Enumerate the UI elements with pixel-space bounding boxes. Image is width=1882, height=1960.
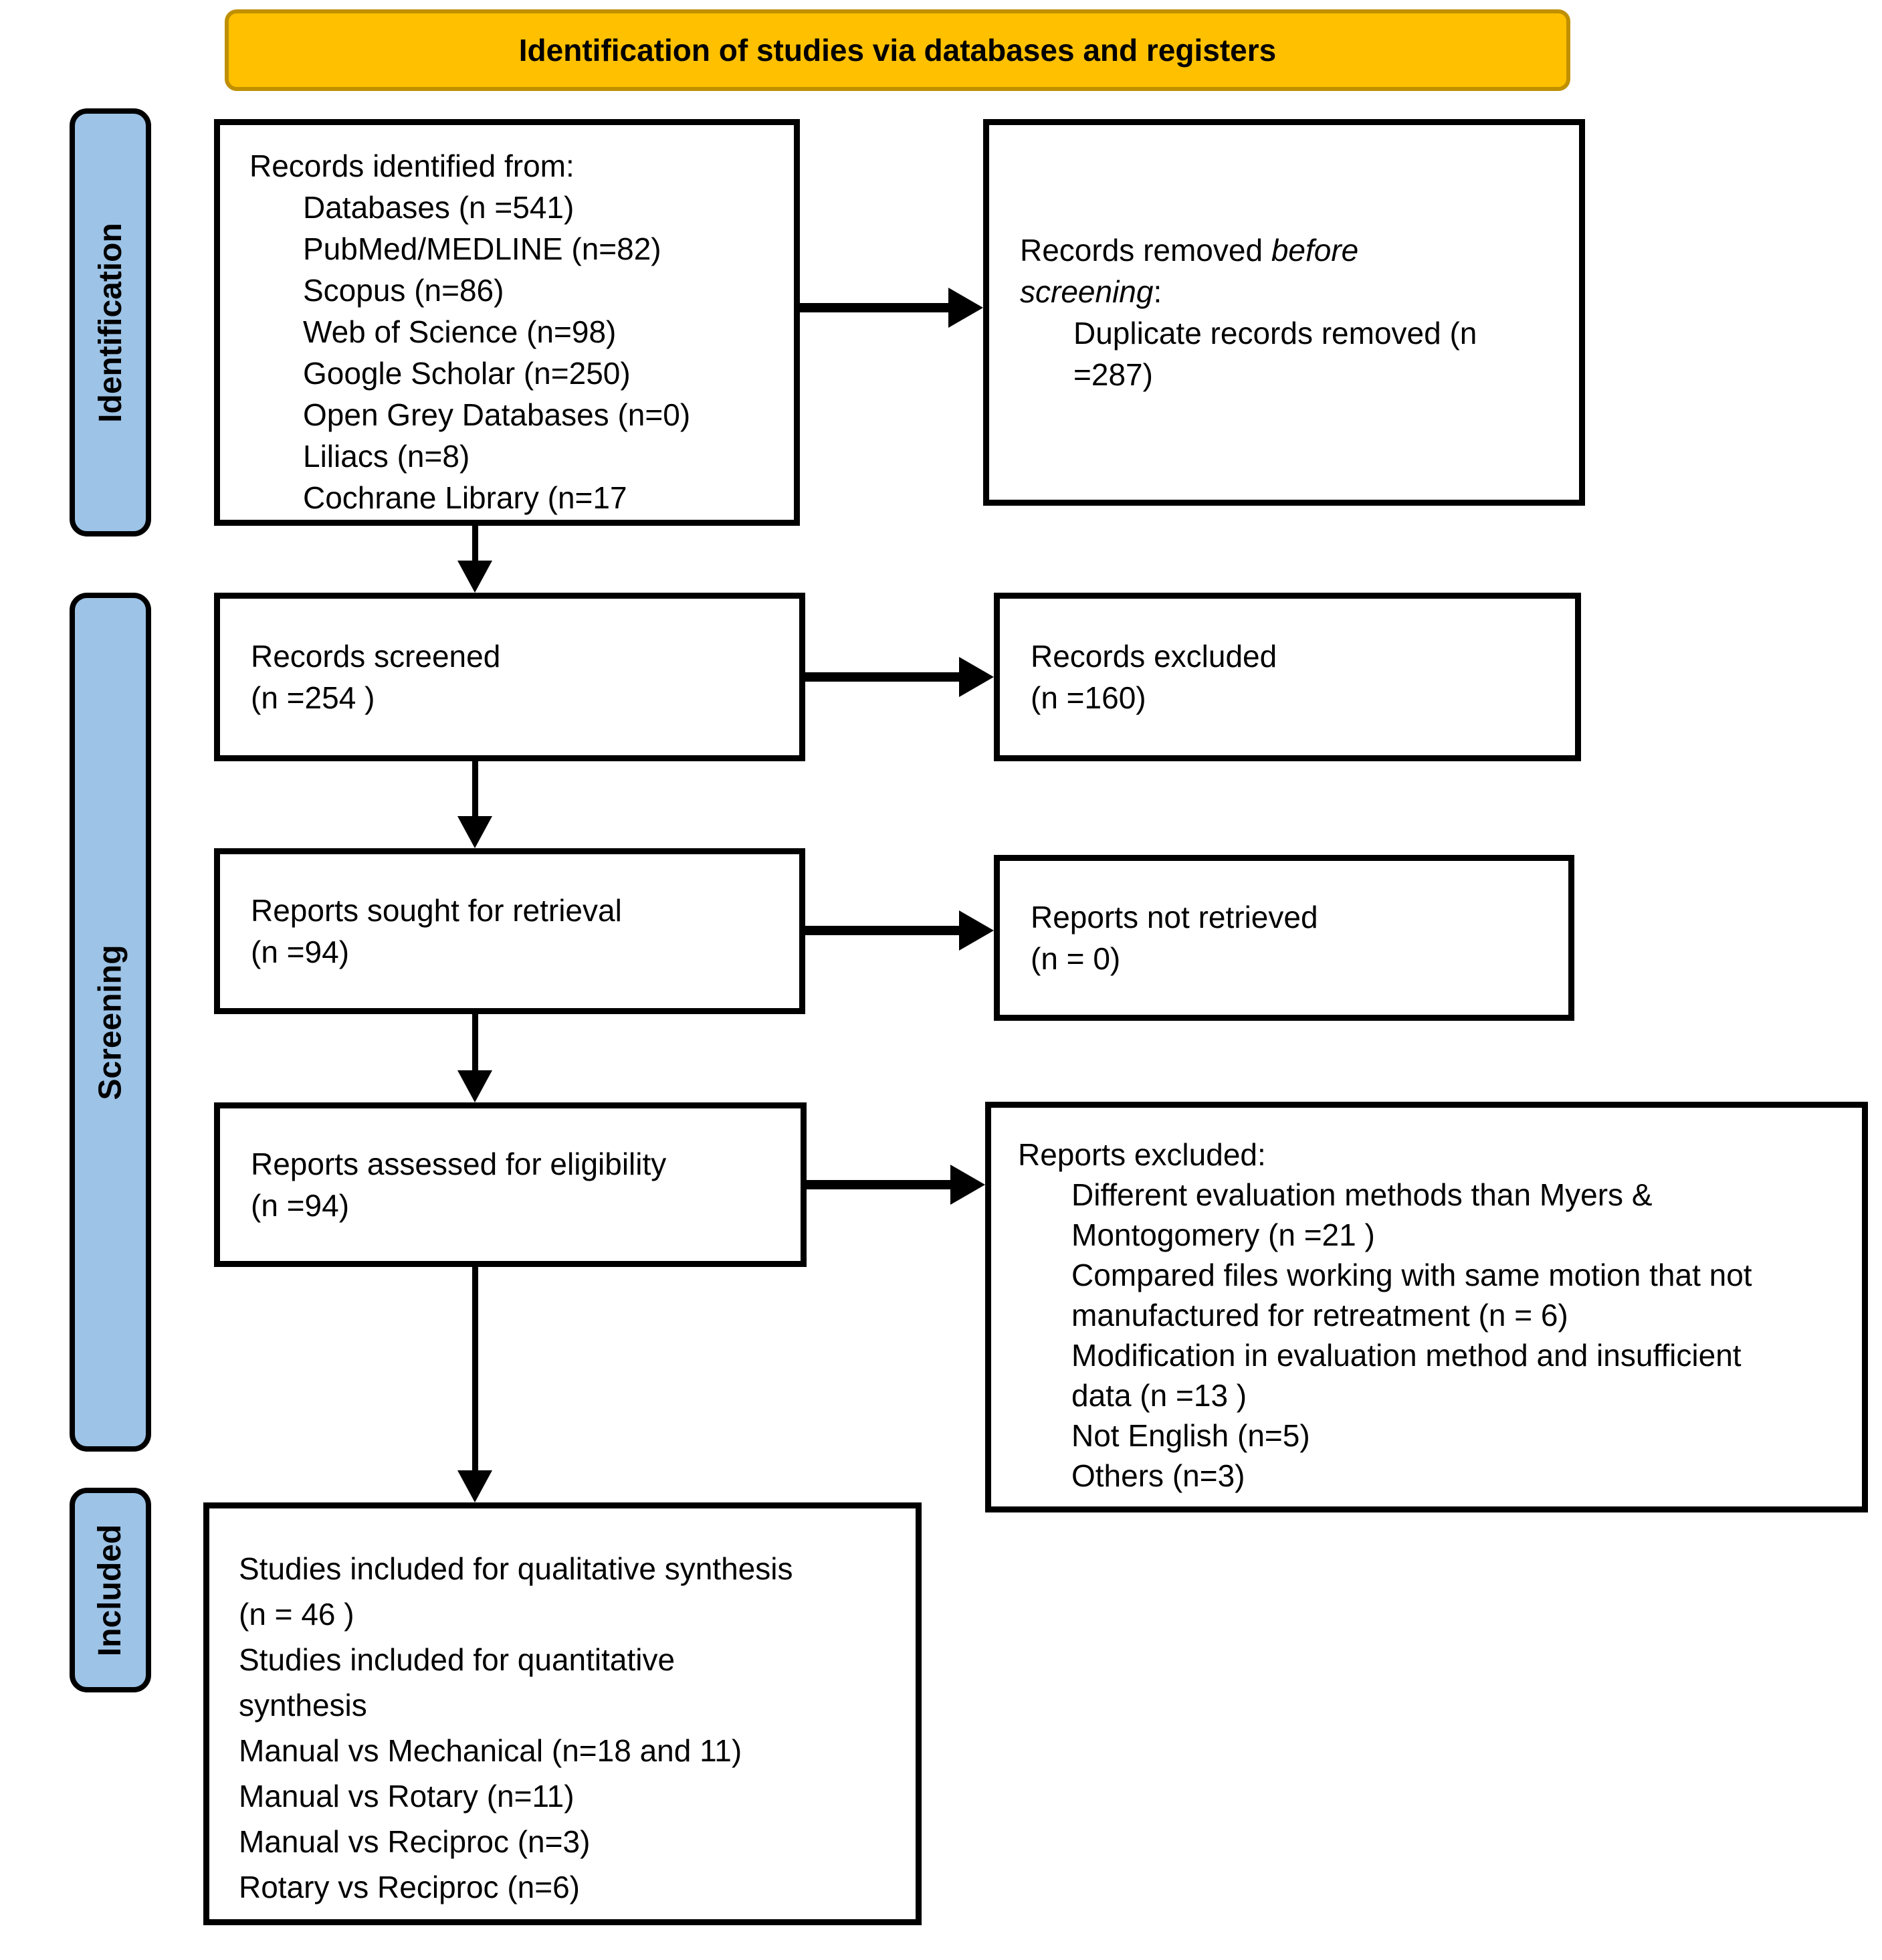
records-excluded-box xyxy=(994,593,1581,761)
arrow-right-icon xyxy=(950,1165,985,1205)
text-line: Records screened xyxy=(251,639,501,674)
records-identified-item: Scopus (n=86) xyxy=(303,273,504,308)
text-line: Records excluded xyxy=(1031,639,1277,674)
arrow-line-sought-to-assessed xyxy=(472,1014,478,1070)
reports-sought-box xyxy=(214,848,805,1014)
records-removed-tail: : xyxy=(1153,274,1162,309)
title-banner xyxy=(225,9,1570,91)
stage-label-included-text: Included xyxy=(92,1524,128,1656)
records-identified-item: Google Scholar (n=250) xyxy=(303,356,631,391)
arrow-down-icon xyxy=(457,816,492,848)
text-line: (n =94) xyxy=(251,1188,350,1223)
stage-label-identification xyxy=(70,108,151,536)
text-line: synthesis xyxy=(239,1688,367,1723)
text-line: Reports assessed for eligibility xyxy=(251,1147,667,1181)
arrow-line-screened-to-excluded xyxy=(805,672,959,682)
reports-not-retrieved-box xyxy=(994,855,1574,1021)
reports-excluded-item: Not English (n=5) xyxy=(1071,1418,1310,1453)
records-identified-heading: Records identified from: xyxy=(249,149,574,183)
records-identified-item: Web of Science (n=98) xyxy=(303,314,617,349)
reports-excluded-item: Others (n=3) xyxy=(1071,1458,1245,1493)
studies-included-box xyxy=(203,1502,922,1925)
reports-assessed-box xyxy=(214,1102,807,1267)
stage-label-identification-text: Identification xyxy=(92,222,128,423)
text-line: Studies included for quantitative xyxy=(239,1642,675,1677)
records-removed-box xyxy=(983,119,1585,506)
text-line: (n = 46 ) xyxy=(239,1597,354,1632)
arrow-down-icon xyxy=(457,1470,492,1502)
text-line: Manual vs Rotary (n=11) xyxy=(239,1779,574,1814)
text-line: (n =160) xyxy=(1031,680,1146,715)
stage-label-screening xyxy=(70,593,151,1452)
records-removed-item: Duplicate records removed (n =287) xyxy=(1073,316,1477,392)
arrow-right-icon xyxy=(959,657,994,697)
records-screened-box xyxy=(214,593,805,761)
stage-label-screening-text: Screening xyxy=(92,944,128,1100)
text-line: (n = 0) xyxy=(1031,941,1121,976)
records-identified-item: Cochrane Library (n=17 xyxy=(303,480,627,515)
reports-excluded-heading: Reports excluded: xyxy=(1018,1137,1266,1172)
arrow-down-icon xyxy=(457,561,492,593)
records-identified-box xyxy=(214,119,800,526)
arrow-line-identified-to-removed xyxy=(800,303,950,312)
arrow-line-sought-to-notretrieved xyxy=(805,926,959,935)
arrow-right-icon xyxy=(948,288,983,328)
arrow-right-icon xyxy=(959,910,994,951)
text-line: Studies included for qualitative synthesis xyxy=(239,1551,793,1586)
text-line: Reports sought for retrieval xyxy=(251,893,622,928)
text-line: (n =254 ) xyxy=(251,680,375,715)
title-text: Identification of studies via databases and registers xyxy=(518,33,1277,68)
reports-excluded-item: Different evaluation methods than Myers & Montogomery (n =21 ) xyxy=(1071,1177,1653,1252)
reports-excluded-item: Modification in evaluation method and insufficient data (n =13 ) xyxy=(1071,1338,1742,1413)
text-line: Manual vs Reciproc (n=3) xyxy=(239,1824,591,1859)
records-identified-item: Open Grey Databases (n=0) xyxy=(303,397,691,432)
records-identified-item: PubMed/MEDLINE (n=82) xyxy=(303,231,661,266)
stage-label-included xyxy=(70,1488,151,1692)
records-removed-content xyxy=(1020,229,1515,395)
records-removed-lead: Records removed xyxy=(1020,233,1271,268)
arrow-line-assessed-to-excluded xyxy=(807,1180,950,1189)
arrow-down-icon xyxy=(457,1070,492,1102)
reports-excluded-item: Compared files working with same motion that not manufactured for retreatment (n = 6) xyxy=(1071,1258,1752,1333)
text-line: Rotary vs Reciproc (n=6) xyxy=(239,1870,580,1904)
arrow-line-assessed-to-included xyxy=(472,1267,478,1470)
text-line: Manual vs Mechanical (n=18 and 11) xyxy=(239,1733,742,1768)
records-removed-heading xyxy=(1020,229,1488,312)
arrow-line-screened-to-sought xyxy=(472,761,478,816)
arrow-line-identified-to-screened xyxy=(472,526,478,561)
records-identified-item: Databases (n =541) xyxy=(303,190,574,225)
records-identified-item: Liliacs (n=8) xyxy=(303,439,470,474)
reports-excluded-box xyxy=(985,1102,1868,1512)
text-line: Reports not retrieved xyxy=(1031,900,1318,935)
text-line: (n =94) xyxy=(251,935,350,969)
records-removed-italic: before screening xyxy=(1020,233,1359,309)
